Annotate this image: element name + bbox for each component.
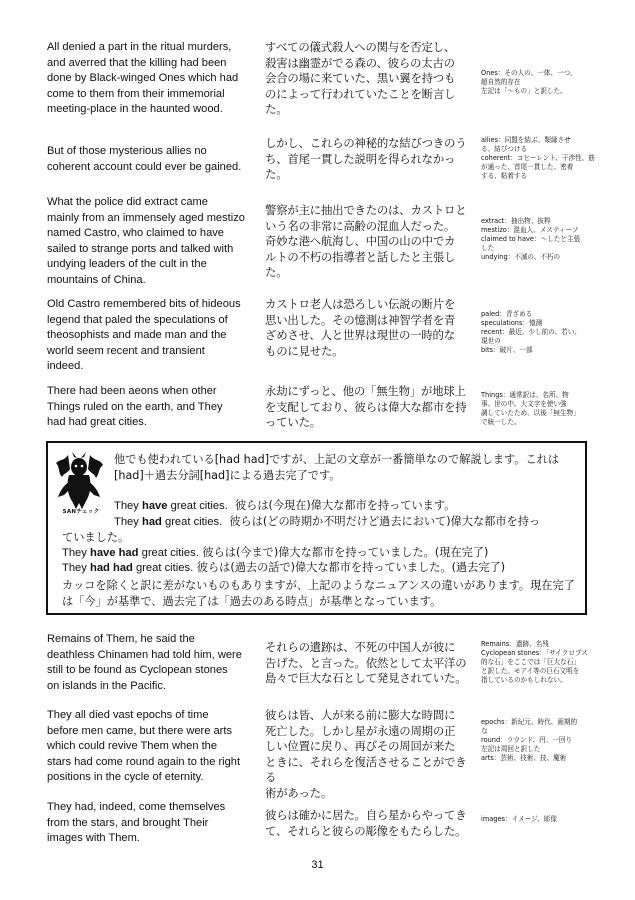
japanese-translation	[265, 640, 473, 687]
text-line: mestizo：混血人、メスティーソ	[481, 226, 579, 234]
text-line: positions in the cycle of eternity.	[47, 771, 204, 783]
text-line: すべての儀式殺人への関与を否定し、	[265, 40, 456, 54]
text-line: カストロ老人は恐ろしい伝説の断片を	[265, 297, 456, 311]
text-line: before men came, but there were arts	[47, 724, 232, 737]
text-line: 左記は「～もの」と訳した。	[481, 87, 567, 95]
text-line: done by Black-winged Ones which had	[47, 72, 239, 84]
text-line: meeting-place in the haunted wood.	[47, 103, 223, 115]
text-line: 術があった。	[265, 785, 333, 800]
text-line: しい位置に戻り、再びその周回が来た	[265, 739, 456, 753]
text-line: のによって行われていたことを断言し	[265, 86, 456, 101]
text-line: Old Castro remembered bits of hideous	[47, 298, 241, 310]
japanese-translation	[265, 203, 473, 281]
example-had-had: They had had great cities. 彼らは(過去の話で)偉大な都市を持っていました。(過去完了)	[62, 561, 506, 574]
text-line: ものに見せた。	[265, 343, 344, 358]
text-line: ざめさせ、人と世界は現世の一時的な	[265, 328, 455, 342]
text-line: claimed to have：～したと主張	[481, 235, 581, 243]
text-line: 永劫にずっと、他の「無生物」が地球上	[265, 384, 466, 398]
text-line: Things ruled on the earth, and They	[47, 400, 223, 413]
text-line: 彼らは確かに居た。自ら星からやってき	[265, 808, 467, 822]
text-line: る、結びつける	[481, 145, 528, 153]
text-line: which could revive Them when the	[47, 740, 217, 752]
japanese-translation	[265, 297, 473, 359]
vocabulary-gloss	[481, 640, 601, 685]
text-line: が通った、首尾一貫した、密着	[481, 163, 574, 171]
text-line: 島々で巨大な石として発見されていた。	[265, 671, 467, 685]
text-line: coherent：コヒーレント、干渉性、筋	[481, 154, 595, 162]
text-line: legend that paled the speculations of	[47, 313, 228, 326]
text-line: 事、世の中。大文字を使い強	[481, 400, 567, 408]
example-had-continued: ていました。	[62, 531, 130, 544]
text-line: still to be found as Cyclopean stones	[47, 664, 228, 676]
example-have-had: They have had great cities. 彼らは(今まで)偉大な都市を持っていました。(現在完了)	[62, 546, 489, 559]
text-line: allies：同盟を結ぶ、類縁させ	[481, 136, 571, 144]
mascot-label: SANチェック	[62, 509, 100, 515]
note-intro: 他でも使われている[had had]ですが、上記の文章が一番簡単なので解説します。これは [had]＋過去分詞[had]による過去完了です。	[114, 453, 560, 482]
english-text	[47, 40, 259, 118]
text-line: sailed to strange ports and talked with	[47, 242, 234, 255]
text-line: な	[481, 727, 488, 735]
text-line: 死亡した。しかし星が永遠の周期の正	[265, 723, 456, 738]
text-line: Cyclopean stones：「サイクロプス	[481, 649, 588, 657]
text-line: 指しているのかもしれない。	[481, 676, 567, 684]
japanese-translation	[265, 384, 473, 431]
japanese-translation	[265, 136, 473, 183]
text-line: undying：不滅の、不朽の	[481, 253, 561, 261]
text-line: 警察が主に抽出できたのは、カストロと	[265, 203, 467, 217]
text-line: coherent account could ever be gained.	[47, 160, 242, 173]
text-line: They all died vast epochs of time	[47, 709, 209, 721]
text-line: What the police did extract came	[47, 196, 208, 208]
text-line: There had been aeons when other	[47, 385, 217, 397]
japanese-translation	[265, 708, 473, 801]
text-line: いう名の非常に高齢の混血人だった。	[265, 218, 456, 233]
vocabulary-gloss	[481, 136, 601, 181]
text-line: ち、首尾一貫した説明を得られなかっ	[265, 151, 456, 166]
text-line: 的な石」をここでは「巨大な石」	[481, 658, 580, 666]
text-line: undying leaders of the cult in the	[47, 258, 207, 270]
text-line: world seem recent and transient	[47, 344, 205, 357]
text-line: theosophists and made man and the	[47, 329, 227, 341]
text-line: paled：青ざめる	[481, 310, 533, 318]
text-line: had had great cities.	[47, 416, 147, 428]
text-line: 告げた、と言った。依然として太平洋の	[265, 655, 467, 670]
english-text	[47, 384, 259, 431]
text-line: 彼らは皆、人が来る前に膨大な時間に	[265, 708, 456, 722]
text-line: named Castro, who claimed to have	[47, 227, 224, 239]
text-line: しかし、これらの神秘的な結びつきのう	[265, 136, 467, 150]
english-text	[47, 632, 259, 694]
text-line: bits：破片、一部	[481, 346, 533, 354]
text-line: recent：最近、少し前の、若い、	[481, 328, 581, 336]
text-line: indeed.	[47, 360, 84, 372]
example-had: They had great cities. 彼らは(どの時期か不明だけど過去において)偉大な都市を持っ	[114, 515, 541, 528]
text-line: 左記は周回と訳した	[481, 745, 541, 753]
text-line: っていた。	[265, 415, 321, 429]
note-summary: カッコを除くと訳に差がないものもありますが、上記のようなニュアンスの違いがあります。現在完了は「今」が基準で、過去完了は「過去のある時点」が基準となっています。	[62, 579, 575, 608]
text-line: images with Them.	[47, 832, 140, 844]
grammar-note-box	[46, 441, 587, 615]
text-line: images：イメージ、彫像	[481, 815, 557, 823]
text-line: 殺害は幽霊がでる森の、彼らの太古の	[265, 55, 455, 70]
text-line: deathless Chinamen had told him, were	[47, 648, 242, 661]
vocabulary-gloss	[481, 718, 601, 763]
text-line: mainly from an immensely aged mestizo	[47, 211, 245, 224]
text-line: て、それらと彼らの彫像をもたらした。	[265, 823, 467, 838]
vocabulary-gloss	[481, 310, 601, 355]
english-text	[47, 144, 259, 175]
text-line: を支配しており、彼らは偉大な都市を持	[265, 399, 467, 414]
text-line: come to them from their immemorial	[47, 87, 225, 100]
text-line: mountains of China.	[47, 273, 146, 286]
text-line: した	[481, 244, 495, 252]
english-text	[47, 297, 259, 375]
text-line: Things：通常訳は、名所、物	[481, 391, 569, 399]
text-line: 思い出した。その憶測は神智学者を青	[265, 312, 456, 327]
text-line: and averred that the killing had been	[47, 56, 227, 69]
text-line: と訳した。モアイ等の巨石文明を	[481, 667, 580, 675]
text-line: それらの遺跡は、不死の中国人が彼に	[265, 640, 456, 654]
page-number: 31	[311, 859, 324, 871]
text-line: arts：芸術、技術、技、魔術	[481, 754, 567, 762]
text-line: Remains of Them, he said the	[47, 633, 195, 645]
text-line: 超自然的存在	[481, 78, 521, 86]
vocabulary-gloss	[481, 69, 601, 96]
text-line: Remains：遺跡、名残	[481, 640, 549, 648]
text-line: speculations：憶測	[481, 319, 543, 327]
japanese-translation	[265, 808, 473, 839]
text-line: Ones：その人の、一体、一つ、	[481, 69, 577, 77]
text-line: する、粘着する	[481, 172, 528, 180]
text-line: epochs：新紀元、時代、画期的	[481, 718, 578, 726]
text-line: ときに、それらを復活させることができる	[265, 754, 467, 784]
text-line: extract：抽出物、抜粋	[481, 217, 551, 225]
text-line: で統一した。	[481, 418, 521, 426]
text-line: ルトの不朽の指導者と話したと主張し	[265, 249, 456, 264]
text-line: た。	[265, 167, 288, 181]
example-have: They have great cities. 彼らは(今現在)偉大な都市を持っています。	[114, 499, 456, 512]
text-line: All denied a part in the ritual murders,	[47, 41, 232, 53]
winged-creature-icon	[54, 451, 104, 511]
english-text	[47, 800, 259, 847]
text-line: 奇妙な港へ航海し、中国の山の中でカ	[265, 234, 456, 248]
vocabulary-gloss	[481, 815, 601, 824]
english-text	[47, 195, 259, 288]
text-line: 現世の	[481, 337, 501, 345]
text-line: They had, indeed, come themselves	[47, 801, 226, 813]
text-line: 調していたため、以後「無生物」	[481, 409, 580, 417]
text-line: た。	[265, 102, 288, 116]
text-line: on islands in the Pacific.	[47, 679, 167, 692]
text-line: stars had come round again to the right	[47, 755, 241, 768]
vocabulary-gloss	[481, 217, 601, 262]
text-line: round：ラウンド、円、一回り	[481, 736, 573, 744]
text-line: But of those mysterious allies no	[47, 145, 207, 157]
english-text	[47, 708, 259, 786]
text-line: た。	[265, 265, 288, 279]
text-line: from the stars, and brought Their	[47, 816, 209, 829]
vocabulary-gloss	[481, 391, 601, 427]
japanese-translation	[265, 40, 473, 118]
text-line: 会合の場に来ていた、黒い翼を持つも	[265, 71, 456, 85]
